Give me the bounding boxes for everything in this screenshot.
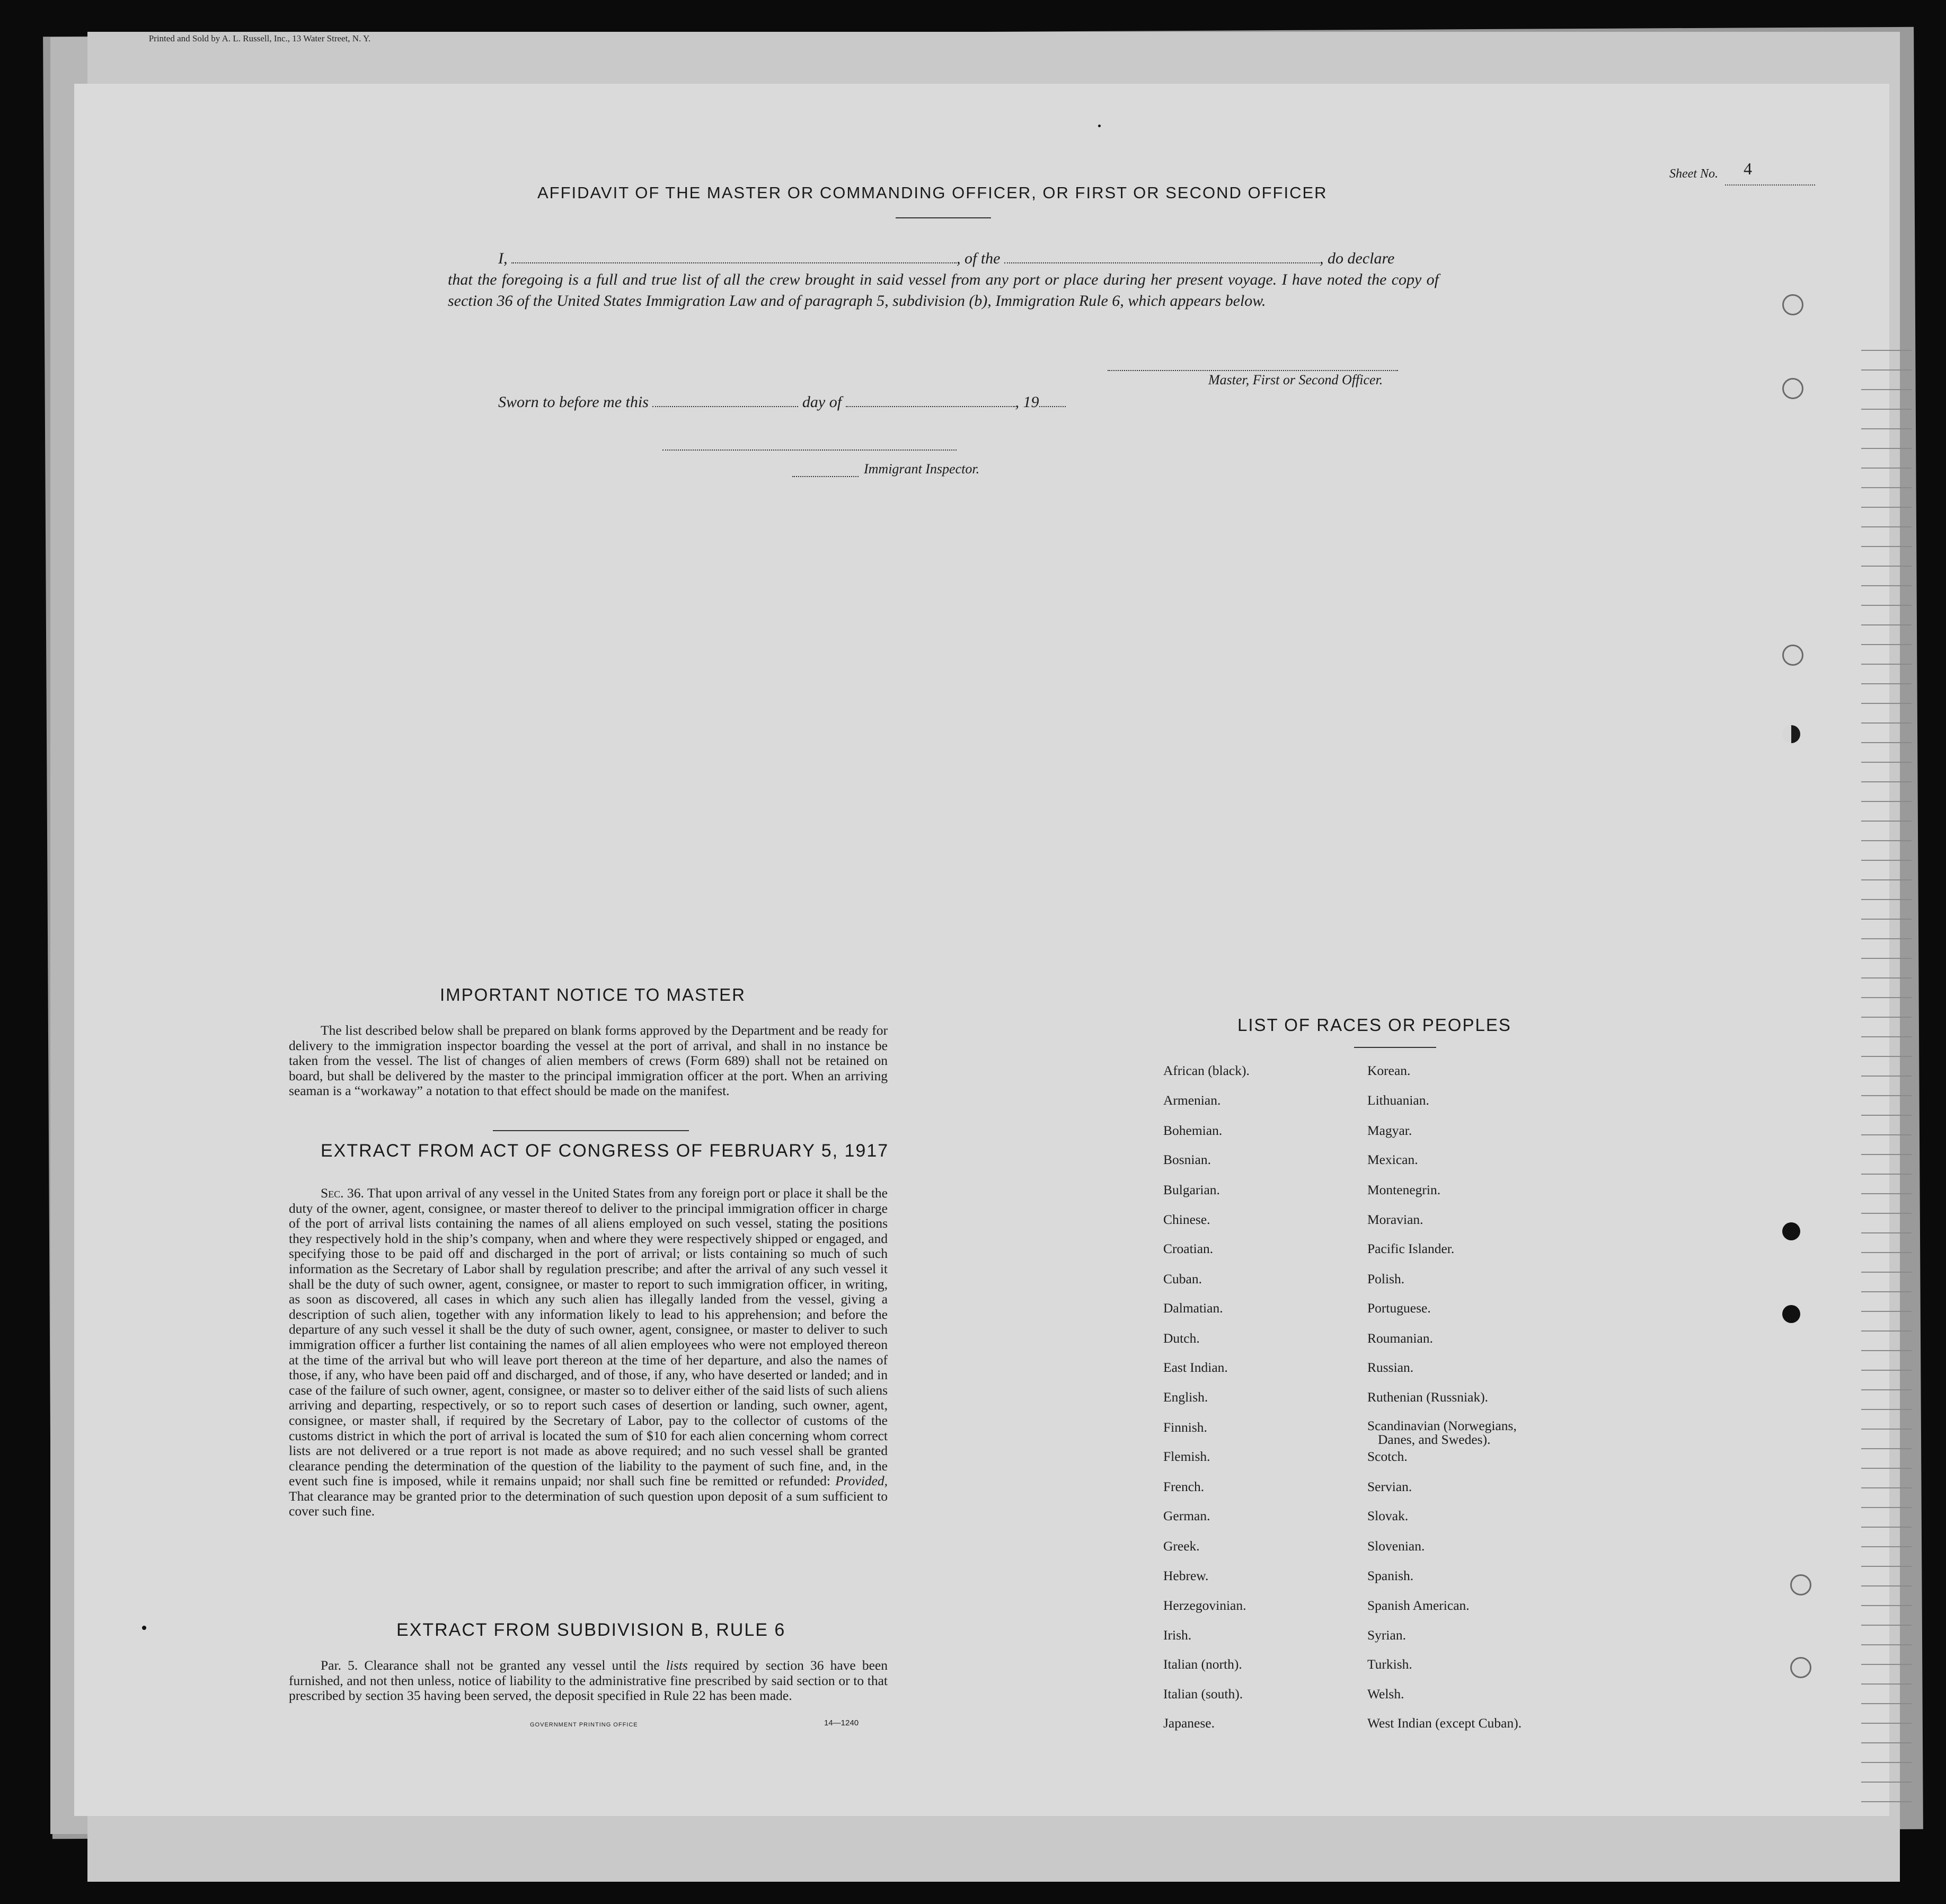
ruled-line xyxy=(1861,821,1912,822)
master-signature-label: Master, First or Second Officer. xyxy=(1208,372,1383,387)
extract-act-provided: Provided, xyxy=(835,1473,888,1489)
extract-rule-title: EXTRACT FROM SUBDIVISION B, RULE 6 xyxy=(396,1620,786,1640)
race-item: Pacific Islander. xyxy=(1367,1241,1455,1256)
ruled-line xyxy=(1861,1174,1912,1175)
race-item: Welsh. xyxy=(1367,1686,1404,1702)
race-item: Flemish. xyxy=(1163,1449,1210,1464)
race-item: Magyar. xyxy=(1367,1123,1412,1138)
ruled-line xyxy=(1861,1017,1912,1018)
race-item: Greek. xyxy=(1163,1538,1200,1554)
race-item: Italian (south). xyxy=(1163,1686,1243,1702)
ruled-line xyxy=(1861,722,1912,724)
races-rule xyxy=(1354,1047,1436,1048)
declaration-statement: that the foregoing is a full and true list of all the crew brought in said vessel from any port or place during her present voyage. I have noted the copy of section 36 of the United States Immigration Law and of paragraph 5, subdivision (b), Immigration Rule 6, which appears below. xyxy=(448,271,1439,310)
ruled-line xyxy=(1861,742,1912,743)
binder-hole xyxy=(1782,645,1803,666)
ruled-line xyxy=(1861,1644,1912,1645)
ruled-line xyxy=(1861,1527,1912,1528)
race-item: Scandinavian (Norwegians, Danes, and Swedes). xyxy=(1367,1418,1517,1447)
notice-rule xyxy=(493,1130,689,1131)
ruled-line xyxy=(1861,1095,1912,1096)
ruled-line xyxy=(1861,1429,1912,1430)
declaration-first-line xyxy=(448,248,1439,269)
ruled-line xyxy=(1861,468,1912,469)
ruled-line xyxy=(1861,977,1912,979)
race-item: Slovenian. xyxy=(1367,1538,1425,1554)
extract-rule-text: Par. 5. Clearance shall not be granted any vessel until the xyxy=(321,1658,660,1673)
back-page-header xyxy=(85,27,1622,90)
sworn-month-field[interactable] xyxy=(846,406,1015,407)
ruled-line xyxy=(1861,624,1912,625)
ruled-line xyxy=(1861,1330,1912,1332)
ruled-line xyxy=(1861,1507,1912,1508)
binder-hole xyxy=(1782,725,1800,743)
ruled-line xyxy=(1861,546,1912,547)
ruled-line xyxy=(1861,409,1912,410)
ruled-line xyxy=(1861,1291,1912,1292)
ruled-line xyxy=(1861,1154,1912,1155)
binder-hole xyxy=(1782,378,1803,399)
sheet-no-value: 4 xyxy=(1744,159,1752,178)
ruled-line xyxy=(1861,1076,1912,1077)
main-page xyxy=(74,84,1889,1816)
ruled-line xyxy=(1861,1213,1912,1214)
race-item: East Indian. xyxy=(1163,1360,1228,1375)
race-item: Slovak. xyxy=(1367,1508,1409,1523)
ruled-line xyxy=(1861,1782,1912,1783)
extract-rule-body xyxy=(289,1658,888,1704)
race-item: Chinese. xyxy=(1163,1212,1210,1227)
race-item: Ruthenian (Russniak). xyxy=(1367,1389,1489,1405)
race-item: African (black). xyxy=(1163,1063,1250,1078)
race-item: Italian (north). xyxy=(1163,1656,1242,1672)
ruled-line xyxy=(1861,683,1912,684)
ruled-line xyxy=(1861,369,1912,371)
ruled-line xyxy=(1861,1370,1912,1371)
race-item: Lithuanian. xyxy=(1367,1092,1429,1108)
printing-office-imprint: GOVERNMENT PRINTING OFFICE xyxy=(530,1722,638,1728)
inspector-dots xyxy=(792,476,859,477)
ruled-line xyxy=(1861,1448,1912,1449)
extract-act-text: That upon arrival of any vessel in the United States from any foreign port or place it shall be the duty of the owner, agent, consignee, or master thereof to deliver to the principal immigration officer in charge of the port of arrival lists containing the names of all aliens employed on such vessel, stating the positions they respectively hold in the ship’s company, when and where they were respectively shipped or engaged, and specifying those to be paid off and discharged in the port of arrival; or lists containing so much of such information as the Secretary of Labor shall by regulation prescribe; and after the arrival of any such vessel it shall be the duty of such owner, agent, consignee, or master to report to such immigration officer, in writing, as soon as discovered, all cases in which any such alien has illegally landed from the vessel, giving a description of such alien, together with any information likely to lead to his apprehension; and before the departure of any such vessel it shall be the duty of such owner, agent, consignee, or master to deliver to such immigration officer a further list containing the names of all alien employees who were not employed thereon at the time of the arrival but who will leave port thereon at the time of her departure, and also the names of those, if any, who have been paid off and discharged, and of those, if any, who have deserted or landed; and in case of the failure of such owner, agent, consignee, or master so to deliver either of the said lists of such aliens arriving and departing, respectively, or so to report such cases of desertion or landing, such owner, agent, consignee, or master shall, if required by the Secretary of Labor, pay to the collector of customs of the customs district in which the port of arrival is located the sum of $10 for each alien concerning whom correct lists are not delivered or a true report is not made as above required; and no such vessel shall be granted clearance pending the determination of the question of the liability to the payment of such fine, and, in the event such fine is imposed, while it remains unpaid; nor shall such fine be remitted or refunded: xyxy=(289,1185,888,1489)
race-item: Croatian. xyxy=(1163,1241,1214,1256)
race-item: Bohemian. xyxy=(1163,1123,1223,1138)
declaration-i: I, xyxy=(498,250,508,267)
name-field[interactable] xyxy=(511,262,957,263)
ruled-line xyxy=(1861,1801,1912,1802)
ruled-line xyxy=(1861,487,1912,488)
race-item: Portuguese. xyxy=(1367,1300,1431,1316)
race-item: Finnish. xyxy=(1163,1420,1207,1435)
extract-act-body xyxy=(289,1186,888,1519)
race-item: Polish. xyxy=(1367,1271,1405,1286)
race-item: Armenian. xyxy=(1163,1092,1221,1108)
sworn-day-field[interactable] xyxy=(652,406,798,407)
race-item: Spanish American. xyxy=(1367,1598,1470,1613)
ruled-line xyxy=(1861,1683,1912,1685)
races-title: LIST OF RACES OR PEOPLES xyxy=(1237,1015,1511,1035)
race-item: Scotch. xyxy=(1367,1449,1408,1464)
race-item: Dalmatian. xyxy=(1163,1300,1223,1316)
ruled-line xyxy=(1861,1487,1912,1488)
ruled-line xyxy=(1861,585,1912,586)
ruled-line xyxy=(1861,507,1912,508)
declaration-text xyxy=(448,248,1439,312)
race-item: Montenegrin. xyxy=(1367,1182,1441,1197)
race-item: Servian. xyxy=(1367,1479,1412,1494)
race-item: Turkish. xyxy=(1367,1656,1412,1672)
ruled-line xyxy=(1861,1252,1912,1253)
sheet-no-label: Sheet No. xyxy=(1669,167,1718,181)
ruled-line xyxy=(1861,566,1912,567)
inspector-label: Immigrant Inspector. xyxy=(864,461,980,477)
race-item: Russian. xyxy=(1367,1360,1414,1375)
ruled-line xyxy=(1861,1742,1912,1743)
ruled-line xyxy=(1861,703,1912,704)
ruled-line xyxy=(1861,448,1912,449)
ruled-line xyxy=(1861,919,1912,920)
race-item: Irish. xyxy=(1163,1627,1192,1643)
page-mark xyxy=(1098,125,1101,127)
sworn-year-prefix: , 19 xyxy=(1015,393,1039,411)
ruled-line xyxy=(1861,762,1912,763)
inspector-signature-line[interactable] xyxy=(662,449,957,451)
ruled-line xyxy=(1861,801,1912,802)
ruled-line xyxy=(1861,997,1912,998)
sworn-prefix: Sworn to before me this xyxy=(498,393,649,411)
extract-act-text-after: That clearance may be granted prior to the determination of such question upon deposit of a sum sufficient to cover such fine. xyxy=(289,1488,888,1519)
ruled-line xyxy=(1861,526,1912,527)
ruled-line xyxy=(1861,879,1912,880)
ruled-line xyxy=(1861,1546,1912,1547)
ruled-line xyxy=(1861,1566,1912,1567)
declaration-of-the: , of the xyxy=(957,250,1001,267)
title-rule xyxy=(896,217,991,218)
race-item: Bosnian. xyxy=(1163,1152,1211,1167)
extract-act-sec: Sec. 36. xyxy=(321,1185,364,1201)
race-item: Dutch. xyxy=(1163,1330,1200,1346)
declaration-do-declare: , do declare xyxy=(1320,250,1395,267)
binder-hole xyxy=(1782,1222,1800,1240)
ruled-line xyxy=(1861,644,1912,645)
affidavit-title: AFFIDAVIT OF THE MASTER OR COMMANDING OFFICER, OR FIRST OR SECOND OFFICER xyxy=(537,183,1328,202)
race-item: Bulgarian. xyxy=(1163,1182,1220,1197)
sworn-day-of: day of xyxy=(802,393,842,411)
ruled-line xyxy=(1861,1193,1912,1194)
binder-hole xyxy=(1782,1305,1800,1323)
ruled-line xyxy=(1861,860,1912,861)
race-item: Japanese. xyxy=(1163,1715,1215,1731)
race-item: Mexican. xyxy=(1367,1152,1418,1167)
race-item: West Indian (except Cuban). xyxy=(1367,1715,1522,1731)
notice-body-text: The list described below shall be prepared on blank forms approved by the Department and be ready for delivery to the immigration inspector boarding the vessel at the port of arrival, and shall in no instance be taken from the vessel. The list of changes of alien members of crews (Form 689) shall not be retained on board, but shall be delivered by the master to the principal immigration officer at the port. When an arriving seaman is a “workaway” a notation to that effect should be made on the manifest. xyxy=(289,1022,888,1099)
ruled-line xyxy=(1861,1134,1912,1135)
ruled-line xyxy=(1861,1311,1912,1312)
ruled-line xyxy=(1861,1272,1912,1273)
ruled-line xyxy=(1861,1625,1912,1626)
race-item: French. xyxy=(1163,1479,1205,1494)
ruled-line xyxy=(1861,1703,1912,1704)
ruled-line xyxy=(1861,1468,1912,1469)
page-mark xyxy=(142,1626,146,1630)
ruled-line xyxy=(1861,1350,1912,1351)
ruled-line xyxy=(1861,1036,1912,1037)
notice-title: IMPORTANT NOTICE TO MASTER xyxy=(440,985,746,1004)
race-item: English. xyxy=(1163,1389,1208,1405)
ruled-line xyxy=(1861,938,1912,939)
vessel-field[interactable] xyxy=(1004,262,1320,263)
ruled-line xyxy=(1861,389,1912,390)
ruled-line xyxy=(1861,899,1912,900)
race-item: Hebrew. xyxy=(1163,1568,1209,1583)
master-signature-line[interactable] xyxy=(1108,370,1398,371)
race-item: German. xyxy=(1163,1508,1210,1523)
printer-imprint: Printed and Sold by A. L. Russell, Inc., 13 Water Street, N. Y. xyxy=(148,33,371,43)
race-item: Roumanian. xyxy=(1367,1330,1433,1346)
ruled-line xyxy=(1861,958,1912,959)
race-item: Korean. xyxy=(1367,1063,1411,1078)
ruled-line xyxy=(1861,1115,1912,1116)
race-item: Spanish. xyxy=(1367,1568,1414,1583)
extract-rule-text-after: required by section 36 have been furnished, and not then unless, notice of liability to the administrative fine prescribed by said section or to that prescribed by section 35 having been served, the deposit specified in Rule 22 has been made. xyxy=(289,1658,888,1704)
ruled-line xyxy=(1861,428,1912,429)
ruled-line xyxy=(1861,1605,1912,1606)
ruled-line xyxy=(1861,1232,1912,1233)
sworn-year-field[interactable] xyxy=(1039,406,1066,407)
race-item: Cuban. xyxy=(1163,1271,1202,1286)
race-item: Moravian. xyxy=(1367,1212,1423,1227)
notice-body xyxy=(289,1023,888,1099)
ruled-line xyxy=(1861,605,1912,606)
binder-hole xyxy=(1782,294,1803,315)
ruled-line xyxy=(1861,1409,1912,1410)
binder-hole xyxy=(1790,1574,1811,1596)
ruled-line xyxy=(1861,664,1912,665)
extract-rule-lists: lists xyxy=(666,1658,688,1673)
ruled-line xyxy=(1861,1664,1912,1665)
race-item: Herzegovinian. xyxy=(1163,1598,1246,1613)
race-item: Syrian. xyxy=(1367,1627,1406,1643)
extract-act-title: EXTRACT FROM ACT OF CONGRESS OF FEBRUARY 5, 1917 xyxy=(321,1141,889,1161)
ruled-line xyxy=(1861,1723,1912,1724)
ruled-line xyxy=(1861,1762,1912,1763)
binder-hole xyxy=(1790,1657,1811,1678)
ruled-line xyxy=(1861,840,1912,841)
ruled-line xyxy=(1861,350,1912,351)
sheet-no-line xyxy=(1725,184,1815,186)
ruled-line xyxy=(1861,1585,1912,1586)
form-code: 14—1240 xyxy=(824,1718,859,1727)
ruled-line xyxy=(1861,1056,1912,1057)
ruled-line xyxy=(1861,1389,1912,1390)
ruled-line xyxy=(1861,781,1912,782)
sworn-line xyxy=(498,393,1066,411)
